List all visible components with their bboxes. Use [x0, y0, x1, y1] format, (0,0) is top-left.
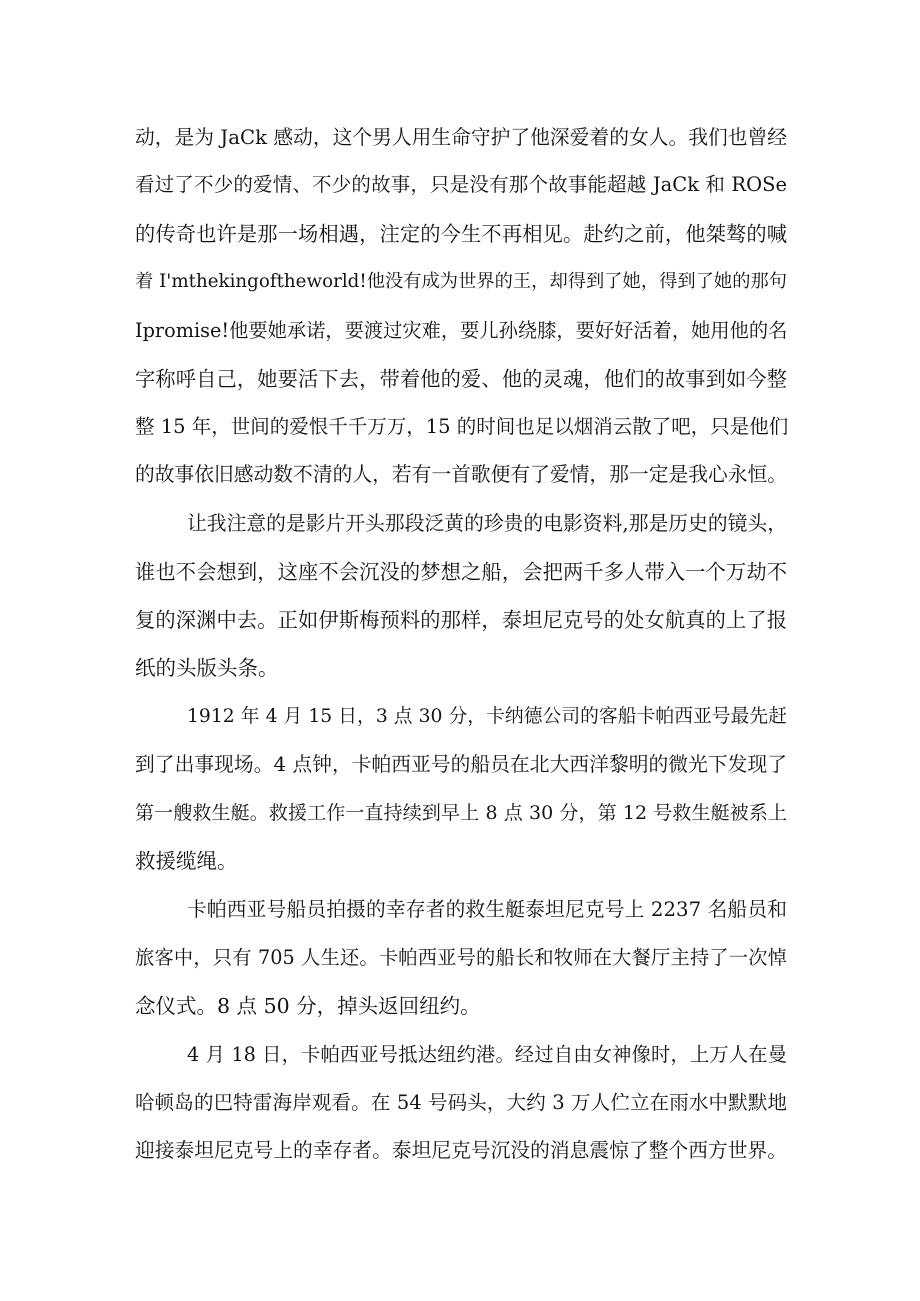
- text-line: 4 月 18 日，卡帕西亚号抵达纽约港。经过自由女神像时，上万人在曼: [187, 1043, 787, 1066]
- text-line: 动，是为 JaCk 感动，这个男人用生命守护了他深爱着的女人。我们也曾经: [135, 126, 787, 149]
- text-line: 纸的头版头条。: [135, 656, 279, 680]
- text-line: 哈顿岛的巴特雷海岸观看。在 54 号码头，大约 3 万人伫立在雨水中默默地: [135, 1091, 787, 1114]
- text-line: 看过了不少的爱情、不少的故事，只是没有那个故事能超越 JaCk 和 ROSe: [135, 173, 787, 196]
- text-line: 到了出事现场。4 点钟，卡帕西亚号的船员在北大西洋黎明的微光下发现了: [135, 753, 787, 776]
- text-line: 整 15 年，世间的爱恨千千万万，15 的时间也足以烟消云散了吧，只是他们: [135, 415, 789, 438]
- text-line: 第一艘救生艇。救援工作一直持续到早上 8 点 30 分，第 12 号救生艇被系上: [135, 802, 787, 824]
- text-line: 旅客中，只有 705 人生还。卡帕西亚号的船长和牧师在大餐厅主持了一次悼: [135, 946, 787, 969]
- text-line: 谁也不会想到，这座不会沉没的梦想之船，会把两千多人带入一个万劫不: [135, 560, 787, 584]
- text-line: 着 I'mthekingoftheworld!他没有成为世界的王，却得到了她，得到了她的那句: [135, 271, 787, 292]
- text-line: 卡帕西亚号船员拍摄的幸存者的救生艇泰坦尼克号上 2237 名船员和: [187, 898, 787, 921]
- text-line: 字称呼自己，她要活下去，带着他的爱、他的灵魂，他们的故事到如今整: [135, 367, 787, 391]
- text-line: 复的深渊中去。正如伊斯梅预料的那样，泰坦尼克号的处女航真的上了报: [135, 608, 787, 632]
- text-line: 1912 年 4 月 15 日，3 点 30 分，卡纳德公司的客船卡帕西亚号最先赶: [187, 706, 787, 727]
- text-line: 救援缆绳。: [135, 849, 238, 873]
- text-line: 让我注意的是影片开头那段泛黄的珍贵的电影资料,那是历史的镜头，: [187, 512, 787, 535]
- text-line: 的故事依旧感动数不清的人，若有一首歌便有了爱情，那一定是我心永恒。: [135, 463, 787, 486]
- text-line: Ipromise!他要她承诺，要渡过灾难，要儿孙绕膝，要好好活着，她用他的名: [135, 319, 788, 342]
- text-line: 的传奇也许是那一场相遇，注定的今生不再相见。赴约之前，他桀骜的喊: [135, 222, 787, 246]
- text-line: 迎接泰坦尼克号上的幸存者。泰坦尼克号沉没的消息震惊了整个西方世界。: [135, 1139, 787, 1162]
- text-line: 念仪式。8 点 50 分，掉头返回纽约。: [135, 994, 481, 1018]
